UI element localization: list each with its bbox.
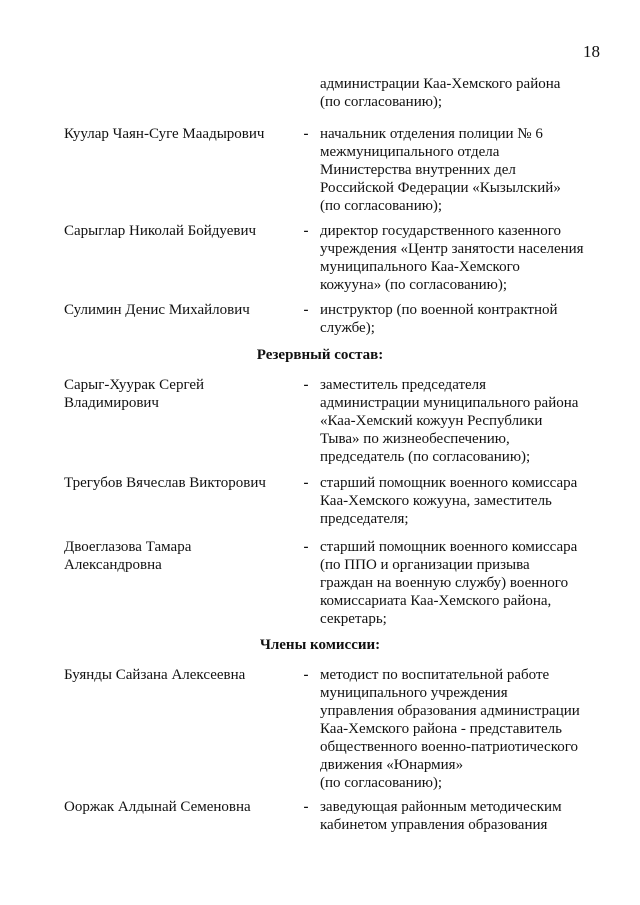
description-line: председателя; xyxy=(320,511,409,527)
description-line: учреждения «Центр занятости населения xyxy=(320,241,584,257)
description-line: Российской Федерации «Кызылский» xyxy=(320,180,561,196)
description-line: администрации муниципального района xyxy=(320,395,579,411)
member-name xyxy=(64,222,294,240)
description-line: директор государственного казенного xyxy=(320,223,562,239)
name-line: Куулар Чаян-Суге Маадырович xyxy=(64,126,265,142)
name-line: Сарыглар Николай Бойдуевич xyxy=(64,223,257,239)
entry-description xyxy=(320,222,586,294)
description-line: (по согласованию); xyxy=(320,94,443,110)
name-line: Сарыг-Хуурак Сергей xyxy=(64,377,205,393)
description-line: кабинетом управления образования xyxy=(320,817,548,833)
description-line: (по ППО и организации призыва xyxy=(320,557,530,573)
name-line: Владимирович xyxy=(64,395,159,411)
separator-dash: - xyxy=(303,539,309,555)
page-number: 18 xyxy=(583,42,600,61)
separator-dash: - xyxy=(303,302,309,318)
description-line: инструктор (по военной контрактной xyxy=(320,302,558,318)
member-name xyxy=(64,538,294,574)
description-line: начальник отделения полиции № 6 xyxy=(320,126,543,142)
separator-dash: - xyxy=(303,667,309,683)
description-line: муниципального учреждения xyxy=(320,685,508,701)
description-line: межмуниципального отдела xyxy=(320,144,500,160)
name-line: Александровна xyxy=(64,557,162,573)
description-line: старший помощник военного комиссара xyxy=(320,539,578,555)
entry-description xyxy=(320,125,586,215)
name-line: Сулимин Денис Михайлович xyxy=(64,302,250,318)
member-name xyxy=(64,798,294,816)
entry-description xyxy=(320,666,586,792)
description-line: Тыва» по жизнеобеспечению, xyxy=(320,431,510,447)
description-line: муниципального Каа-Хемского xyxy=(320,259,520,275)
entry-description xyxy=(320,75,586,111)
description-line: старший помощник военного комиссара xyxy=(320,475,578,491)
separator-dash: - xyxy=(303,799,309,815)
entry-description xyxy=(320,798,586,834)
separator-dash: - xyxy=(303,475,309,491)
description-line: комиссариата Каа-Хемского района, xyxy=(320,593,552,609)
description-line: (по согласованию); xyxy=(320,198,443,214)
description-line: общественного военно-патриотического xyxy=(320,739,579,755)
entry-description xyxy=(320,376,586,466)
name-line: Трегубов Вячеслав Викторович xyxy=(64,475,266,491)
description-line: заведующая районным методическим xyxy=(320,799,562,815)
separator-dash: - xyxy=(303,377,309,393)
member-name xyxy=(64,666,294,684)
description-line: движения «Юнармия» xyxy=(320,757,464,773)
description-line: секретарь; xyxy=(320,611,387,627)
description-line: службе); xyxy=(320,320,375,336)
description-line: управления образования администрации xyxy=(320,703,580,719)
description-line: председатель (по согласованию); xyxy=(320,449,531,465)
entry-description xyxy=(320,538,586,628)
section-heading: Члены комиссии: xyxy=(259,637,381,653)
separator-dash: - xyxy=(303,126,309,142)
entry-description xyxy=(320,474,586,528)
member-name xyxy=(64,376,294,412)
description-line: граждан на военную службу) военного xyxy=(320,575,569,591)
description-line: методист по воспитательной работе xyxy=(320,667,550,683)
member-name xyxy=(64,125,294,143)
name-line: Ооржак Алдынай Семеновна xyxy=(64,799,251,815)
member-name xyxy=(64,301,294,319)
entry-description xyxy=(320,301,586,337)
description-line: «Каа-Хемский кожуун Республики xyxy=(320,413,543,429)
description-line: Каа-Хемского кожууна, заместитель xyxy=(320,493,552,509)
name-line: Буянды Сайзана Алексеевна xyxy=(64,667,246,683)
section-heading: Резервный состав: xyxy=(256,347,384,363)
description-line: Каа-Хемского района - представитель xyxy=(320,721,562,737)
description-line: администрации Каа-Хемского района xyxy=(320,76,561,92)
description-line: (по согласованию); xyxy=(320,775,443,791)
description-line: кожууна» (по согласованию); xyxy=(320,277,508,293)
name-line: Двоеглазова Тамара xyxy=(64,539,192,555)
description-line: заместитель председателя xyxy=(320,377,487,393)
member-name xyxy=(64,474,294,492)
separator-dash: - xyxy=(303,223,309,239)
description-line: Министерства внутренних дел xyxy=(320,162,516,178)
